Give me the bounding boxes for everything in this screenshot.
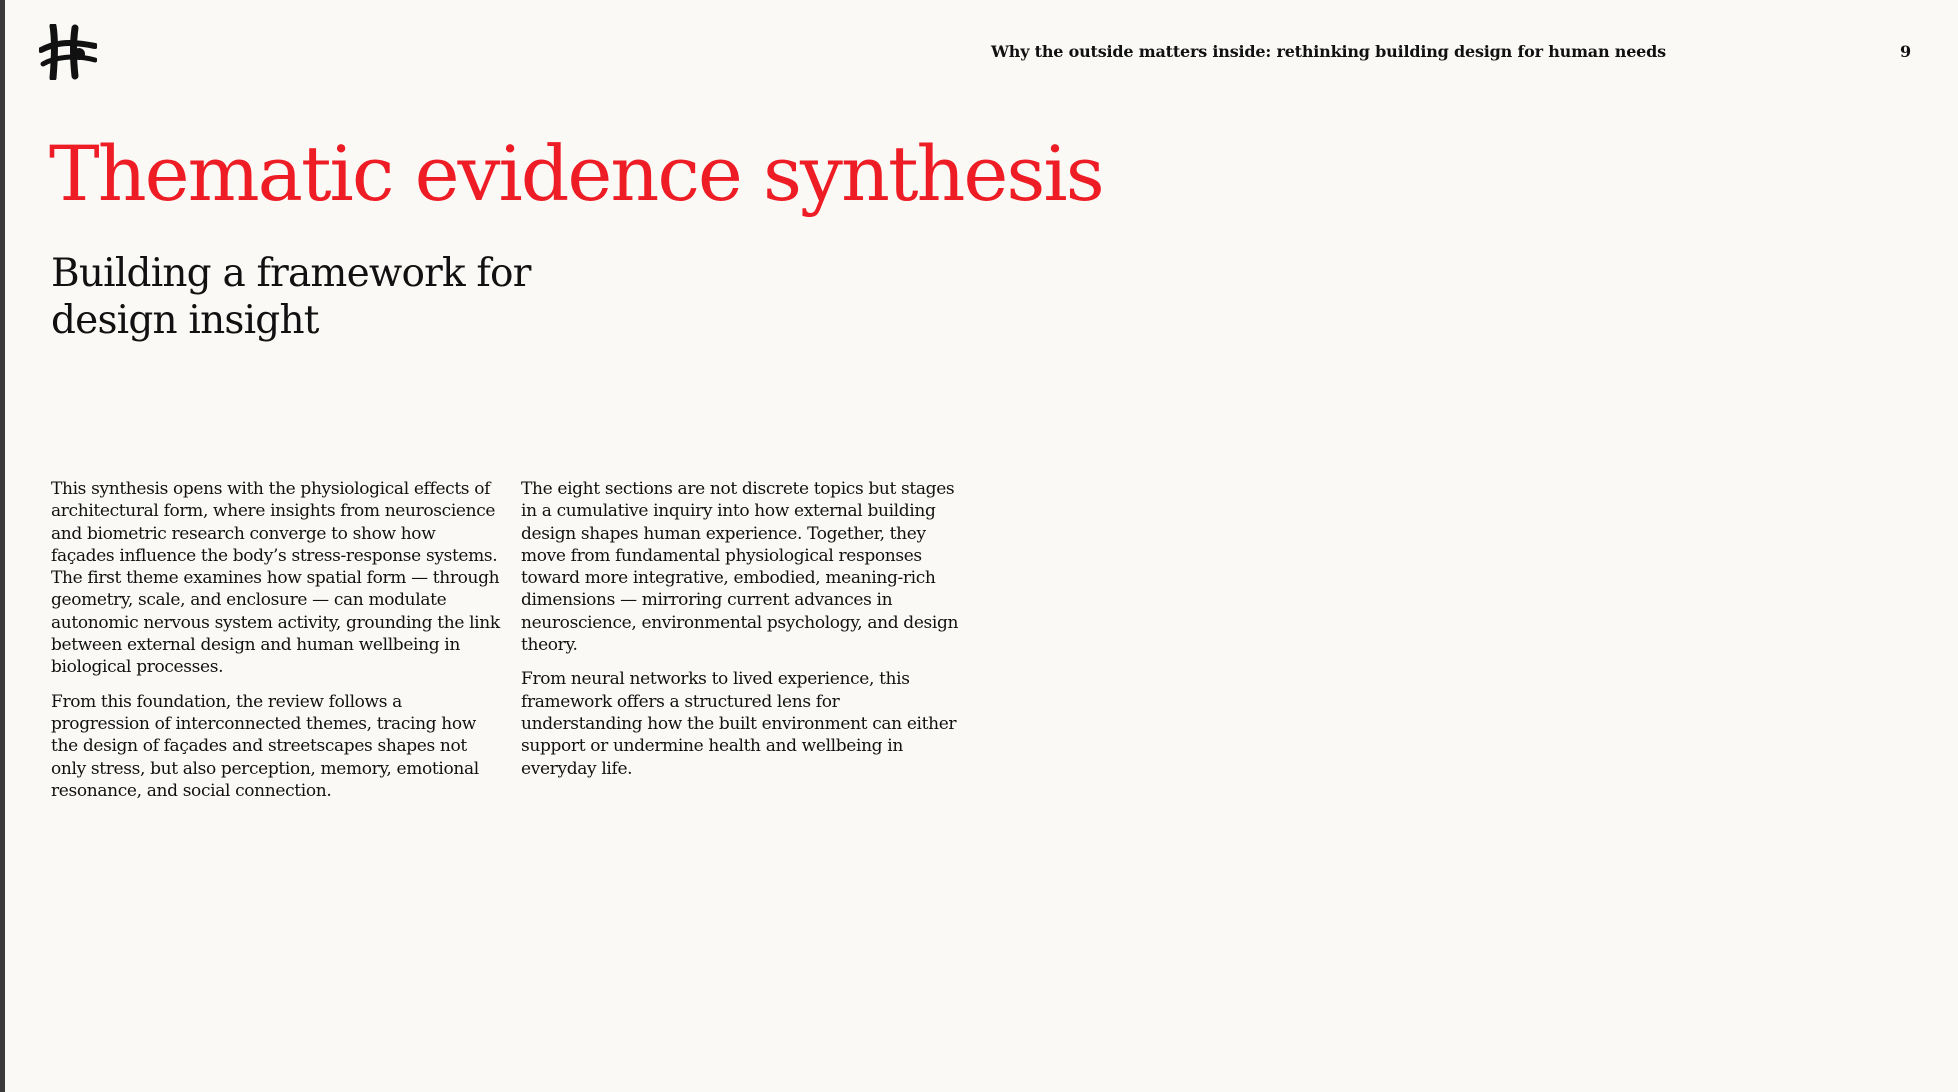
running-header-title: Why the outside matters inside: rethinking building design for human needs [991, 42, 1666, 61]
document-page [5, 0, 1958, 1092]
page-title: Thematic evidence synthesis [49, 129, 1103, 218]
text-column-right [521, 478, 961, 792]
page-subtitle: Building a framework for design insight [51, 251, 531, 343]
brand-logo-icon [39, 24, 97, 80]
page-number: 9 [1900, 42, 1912, 61]
paragraph: From this foundation, the review follows a progression of interconnected themes, tracing how the design of façades and streetscapes shapes not only stress, but also perception, memory, emotional resonance, and social connection. [51, 691, 479, 801]
paragraph: From neural networks to lived experience, this framework offers a structured lens for understanding how the built environment can either support or undermine health and wellbeing in everyday life. [521, 669, 957, 779]
paragraph: This synthesis opens with the physiological effects of architectural form, where insights from neuroscience and biometric research converge to show how façades influence the body’s stress-response systems. The first theme examines how spatial form — through geometry, scale, and enclosure — can modulate autonomic nervous system activity, grounding the link between external design and human wellbeing in biological processes. [51, 479, 500, 678]
text-column-left [51, 478, 503, 814]
paragraph: The eight sections are not discrete topics but stages in a cumulative inquiry into how external building design shapes human experience. Together, they move from fundamental physiological responses toward more integrative, embodied, meaning-rich dimensions — mirroring current advances in neuroscience, environmental psychology, and design theory. [521, 479, 959, 656]
